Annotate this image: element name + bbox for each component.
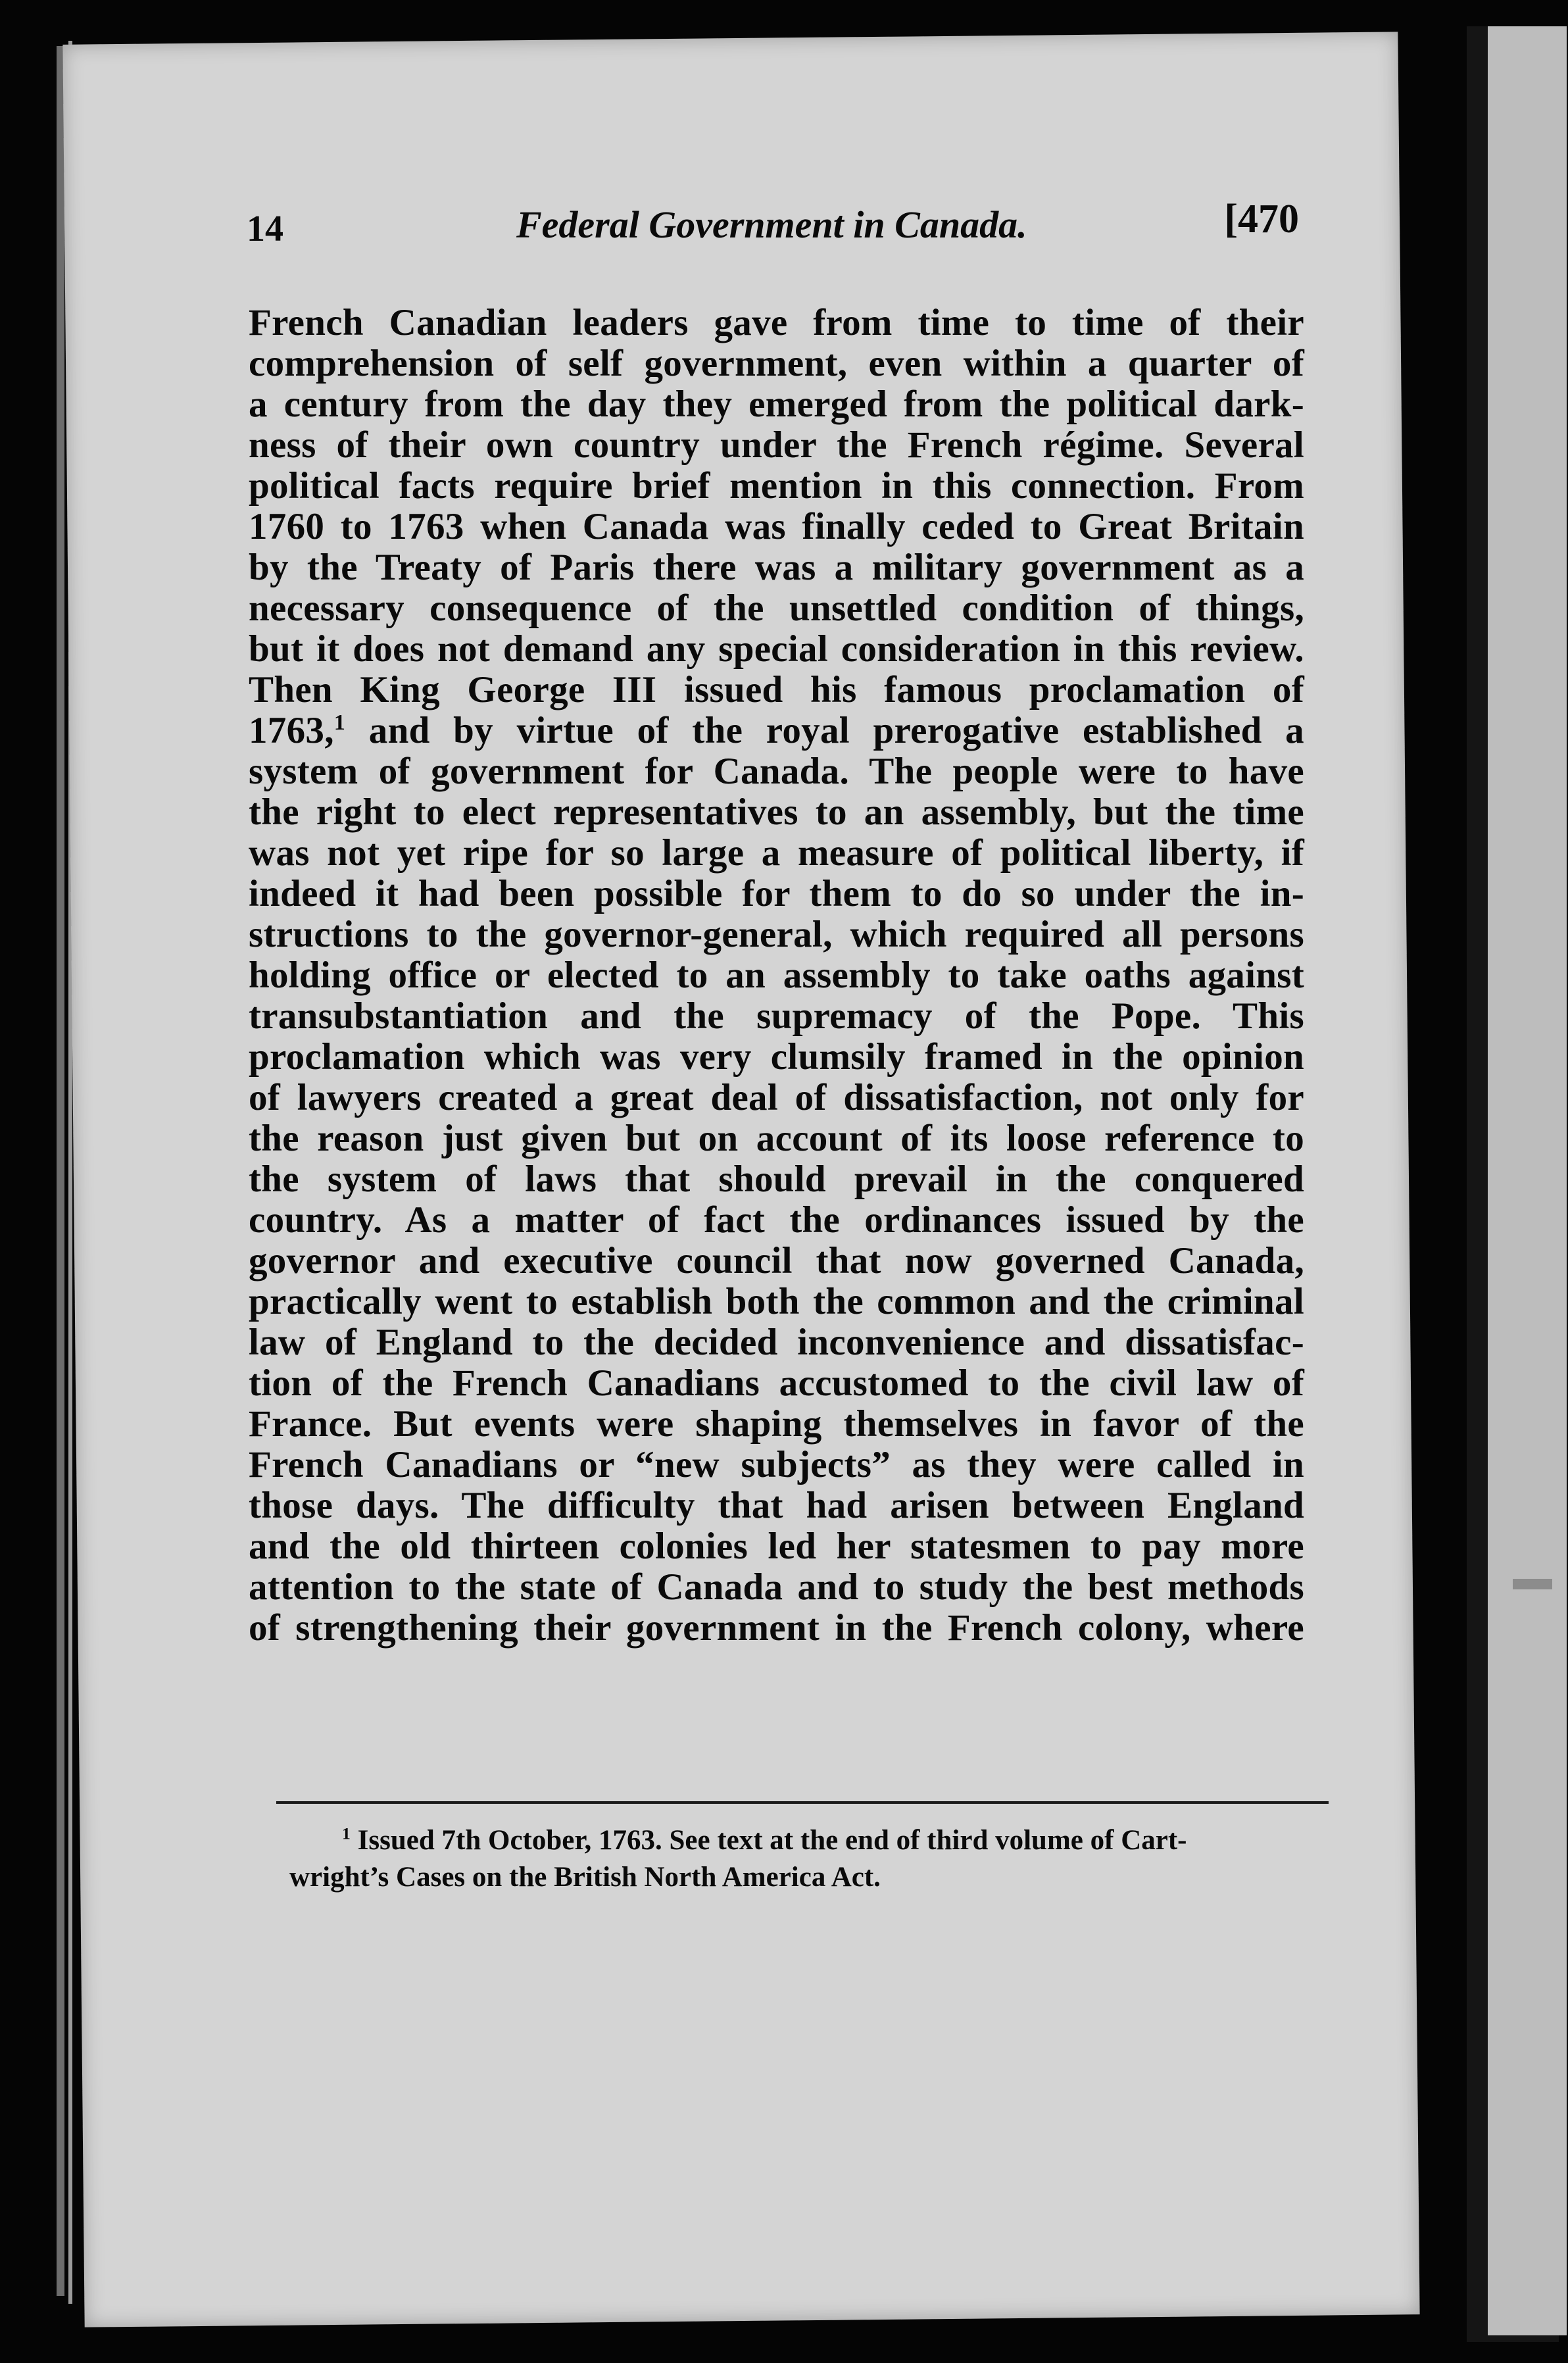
text-line: ness of their own country under the French régime. Several: [249, 424, 1304, 466]
text-line: a century from the day they emerged from the political dark-: [249, 384, 1304, 425]
text-line: proclamation which was very clumsily framed in the opinion: [249, 1036, 1304, 1078]
text-line: of strengthening their government in the French colony, where: [249, 1607, 1304, 1649]
folio-number: [470: [1224, 197, 1299, 241]
page-number: 14: [247, 209, 283, 249]
text-line: transubstantiation and the supremacy of the Pope. This: [249, 995, 1304, 1037]
text-line: attention to the state of Canada and to study the best methods: [249, 1566, 1304, 1608]
text-line: France. But events were shaping themselves in favor of the: [249, 1403, 1304, 1445]
text-line: holding office or elected to an assembly to take oaths against: [249, 955, 1304, 996]
text-line: and the old thirteen colonies led her statesmen to pay more: [249, 1526, 1304, 1567]
text-line-rest: and by virtue of the royal prerogative established a: [345, 710, 1304, 751]
text-line: tion of the French Canadians accustomed to the civil law of: [249, 1362, 1304, 1404]
text-line: Then King George III issued his famous proclamation of: [249, 669, 1304, 710]
page-header: [247, 196, 1312, 275]
text-line: country. As a matter of fact the ordinances issued by the: [249, 1199, 1304, 1241]
text-line: necessary consequence of the unsettled condition of things,: [249, 587, 1304, 629]
text-line: by the Treaty of Paris there was a military government as a: [249, 547, 1304, 588]
text-line: French Canadians or “new subjects” as they were called in: [249, 1444, 1304, 1485]
text-line: governor and executive council that now governed Canada,: [249, 1240, 1304, 1281]
adjacent-page: [1488, 26, 1567, 2335]
body-text: [249, 303, 1304, 1649]
text-line: the reason just given but on account of its loose reference to: [249, 1118, 1304, 1159]
text-line: was not yet ripe for so large a measure of political liberty, if: [249, 832, 1304, 874]
text-line: comprehension of self government, even within a quarter of: [249, 343, 1304, 384]
footnote-divider: [276, 1801, 1329, 1804]
footnote-text: Issued 7th October, 1763. See text at the end of third volume of Cart-: [357, 1825, 1187, 1856]
text-line: system of government for Canada. The people were to have: [249, 751, 1304, 792]
footnote: [289, 1822, 1329, 1896]
text-line: the right to elect representatives to an assembly, but the time: [249, 791, 1304, 833]
text-line-start: 1763,: [249, 710, 334, 751]
footnote-reference: 1: [333, 710, 346, 735]
text-line: of lawyers created a great deal of dissatisfaction, not only for: [249, 1077, 1304, 1118]
text-line: but it does not demand any special consideration in this review.: [249, 628, 1304, 670]
text-line: structions to the governor-general, which required all persons: [249, 914, 1304, 955]
page-edge: [57, 46, 64, 2296]
text-line: practically went to establish both the common and the criminal: [249, 1281, 1304, 1322]
text-line: those days. The difficulty that had arisen between England: [249, 1485, 1304, 1526]
footnote-line: [342, 1822, 1329, 1859]
adjacent-page-mark: [1513, 1579, 1552, 1589]
running-title: Federal Government in Canada.: [516, 203, 1027, 246]
text-line: French Canadian leaders gave from time to time of their: [249, 302, 1304, 343]
text-line: political facts require brief mention in this connection. From: [249, 465, 1304, 507]
text-line: 1760 to 1763 when Canada was finally ceded to Great Britain: [249, 506, 1304, 547]
text-line: indeed it had been possible for them to do so under the in-: [249, 873, 1304, 914]
text-line: the system of laws that should prevail in the conquered: [249, 1158, 1304, 1200]
footnote-line: wright’s Cases on the British North America Act.: [289, 1862, 881, 1893]
text-line: law of England to the decided inconvenience and dissatisfac-: [249, 1322, 1304, 1363]
text-line-with-footnote-ref: [249, 710, 1304, 751]
footnote-marker: 1: [342, 1824, 351, 1843]
